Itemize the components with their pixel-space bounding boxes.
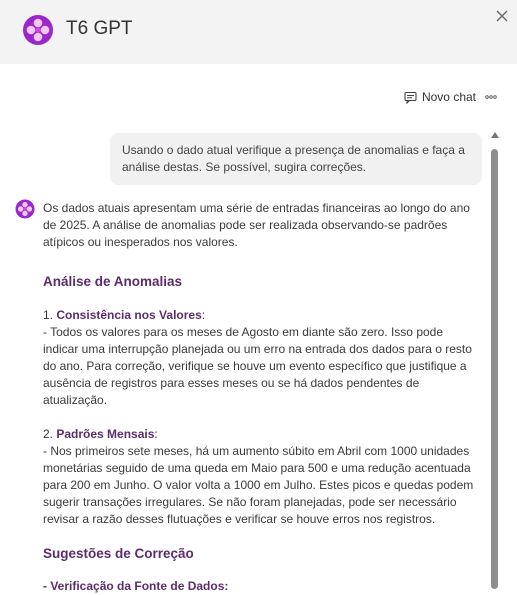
scroll-up-icon[interactable]: [491, 132, 499, 138]
more-icon[interactable]: [485, 94, 497, 100]
t6-logo-icon: [22, 14, 54, 46]
analysis-item: [43, 307, 481, 409]
analysis-item: [43, 426, 481, 528]
item-number: 1.: [43, 308, 54, 322]
user-message: Usando o dado atual verifique a presença de anomalias e faça a análise destas. Se possível, sugira correções.: [110, 133, 482, 185]
chat-icon: [404, 91, 417, 104]
item-body: - Todos os valores para os meses de Agosto em diante são zero. Isso pode indicar uma interrupção planejada ou um erro na entrada dos dados para o resto do ano. Para correção, verifique se houve um evento específico que justifique a ausência de registros para esses meses ou se há dados pendentes de atualização.: [43, 325, 472, 407]
new-chat-button[interactable]: [404, 90, 476, 104]
item-title: Padrões Mensais: [56, 427, 155, 441]
item-number: 2.: [43, 427, 54, 441]
item-title: Consistência nos Valores: [56, 308, 202, 322]
item-colon: :: [154, 427, 158, 441]
correction-item: - Verificação da Fonte de Dados:: [43, 579, 229, 593]
new-chat-label: Novo chat: [421, 90, 476, 104]
section-title-anomalies: Análise de Anomalias: [43, 274, 183, 289]
chat-scrollbar[interactable]: [488, 128, 502, 585]
bot-intro: Os dados atuais apresentam uma série de entradas financeiras ao longo do ano de 2025. A análise de anomalias pode ser realizada observando-se padrões atípicos ou inesperados nos valores.: [43, 201, 470, 249]
section-title-corrections: Sugestões de Correção: [43, 546, 194, 561]
item-body: - Nos primeiros sete meses, há um aumento súbito em Abril com 1000 unidades monetárias seguido de uma queda em Maio para 500 e uma redução acentuada para 200 em Junho. O valor volta a 1000 em Julho. Estes picos e quedas podem sugerir transações irregulares. Se não foram planejadas, pode ser necessário revisar a razão desses flutuações e verificar se houve erros nos registros.: [43, 444, 474, 526]
app-title: T6 GPT: [66, 18, 133, 39]
chat-toolbar: [404, 88, 497, 106]
app-header: [0, 0, 517, 64]
scroll-thumb[interactable]: [491, 149, 498, 589]
bot-message: [43, 200, 481, 595]
bot-avatar-icon: [15, 199, 35, 219]
chat-area: [0, 128, 489, 593]
item-colon: :: [201, 308, 206, 322]
close-icon[interactable]: [492, 6, 512, 26]
